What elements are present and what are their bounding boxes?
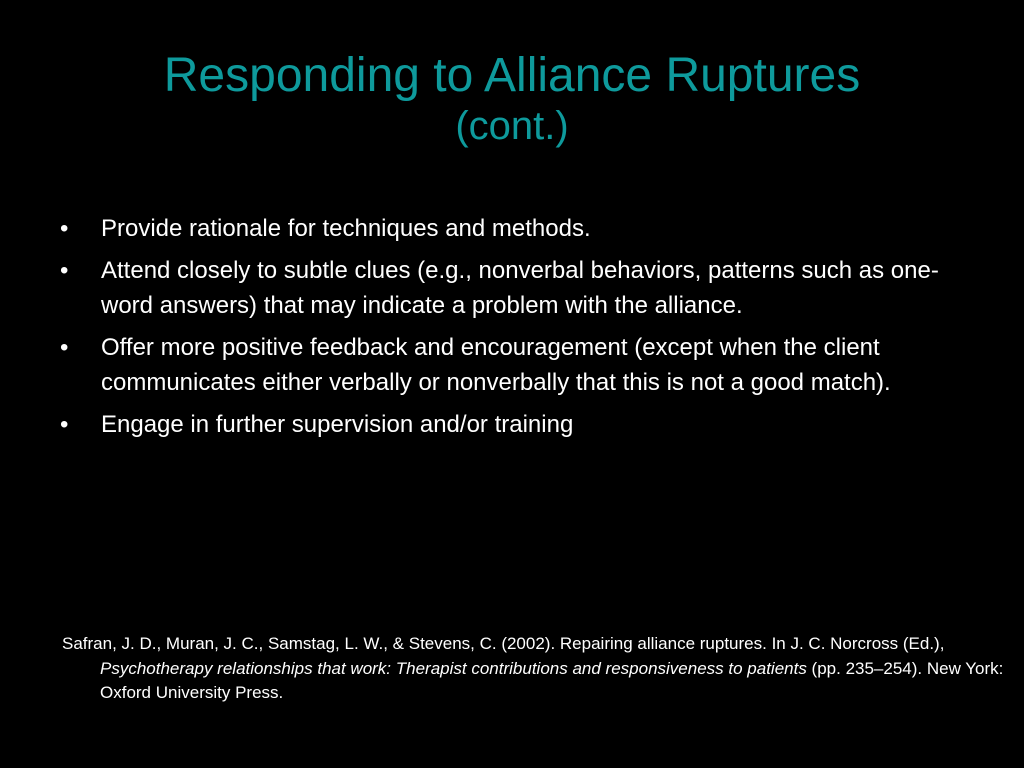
bullet-text: Provide rationale for techniques and methods. xyxy=(101,215,591,242)
bullet-text: Engage in further supervision and/or training xyxy=(101,411,574,438)
slide-title-line1: Responding to Alliance Ruptures xyxy=(163,49,861,102)
bullet-text: Attend closely to subtle clues (e.g., nonverbal behaviors, patterns such as one-word answers) that may indicate a problem with the alliance. xyxy=(101,257,939,319)
bullet-item xyxy=(60,330,970,400)
bullet-icon: • xyxy=(60,334,69,361)
slide-title xyxy=(0,50,1024,150)
reference-book-title: Psychotherapy relationships that work: Therapist contributions and responsiveness to patients xyxy=(100,658,807,678)
bullet-text: Offer more positive feedback and encouragement (except when the client communicates either verbally or nonverbally that this is not a good match). xyxy=(101,334,891,396)
reference-part2: (pp. 235–254). New York: Oxford University Press. xyxy=(100,658,1004,702)
reference-citation xyxy=(62,632,1010,706)
bullet-list xyxy=(60,211,970,449)
bullet-icon: • xyxy=(60,257,69,284)
bullet-item xyxy=(60,211,970,246)
bullet-item xyxy=(60,407,970,442)
bullet-item xyxy=(60,253,970,323)
bullet-icon: • xyxy=(60,411,69,438)
slide-title-line2: (cont.) xyxy=(455,104,569,148)
reference-part1: Safran, J. D., Muran, J. C., Samstag, L. W., & Stevens, C. (2002). Repairing alliance ruptures. In J. C. Norcross (Ed.), xyxy=(62,634,945,653)
bullet-icon: • xyxy=(60,215,69,242)
